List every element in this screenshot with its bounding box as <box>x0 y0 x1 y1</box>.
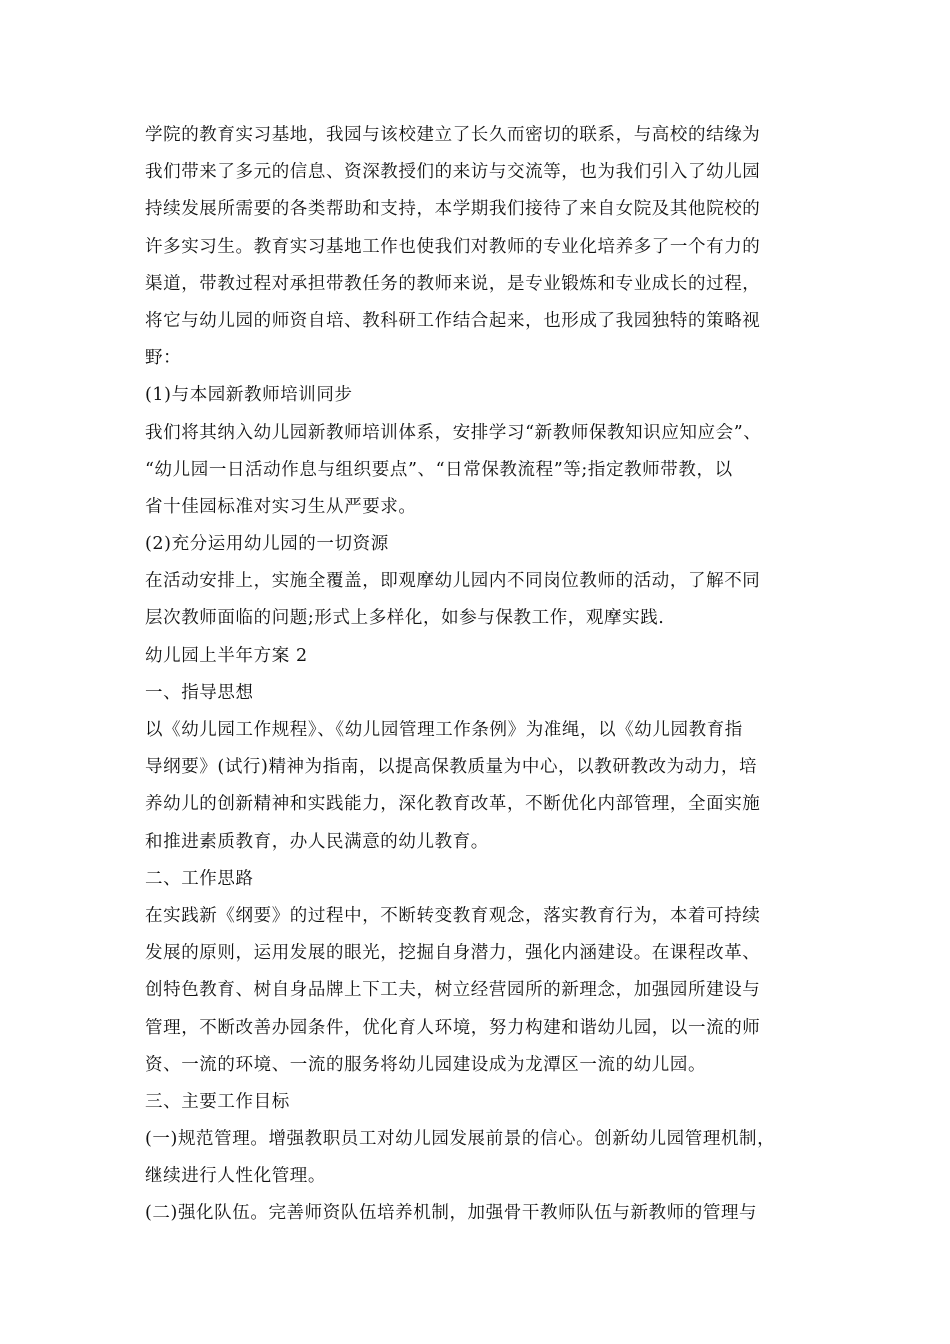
text-line: 导纲要》(试行)精神为指南，以提高保教质量为中心，以教研教改为动力，培 <box>145 757 758 778</box>
section-heading: (1)与本园新教师培训同步 <box>145 385 353 406</box>
text-line: 以《幼儿园工作规程》、《幼儿园管理工作条例》为准绳，以《幼儿园教育指 <box>145 720 743 740</box>
text-line: 继续进行人性化管理。 <box>145 1166 326 1187</box>
text-line: 养幼儿的创新精神和实践能力，深化教育改革，不断优化内部管理，全面实施 <box>145 794 761 815</box>
text-line: 将它与幼儿园的师资自培、教科研工作结合起来，也形成了我园独特的策略视 <box>145 310 761 331</box>
text-line: 管理，不断改善办园条件，优化育人环境，努力构建和谐幼儿园，以一流的师 <box>145 1017 761 1038</box>
section-heading: 二、工作思路 <box>145 868 254 889</box>
text-line: 发展的原则，运用发展的眼光，挖掘自身潜力，强化内涵建设。在课程改革、 <box>145 943 761 964</box>
text-line: 在实践新《纲要》的过程中，不断转变教育观念，落实教育行为，本着可持续 <box>145 905 761 926</box>
text-line: 学院的教育实习基地，我园与该校建立了长久而密切的联系，与高校的结缘为 <box>145 125 761 145</box>
section-heading: 一、指导思想 <box>145 682 254 703</box>
text-line: 许多实习生。教育实习基地工作也使我们对教师的专业化培养多了一个有力的 <box>145 236 761 257</box>
text-line: 持续发展所需要的各类帮助和支持，本学期我们接待了来自女院及其他院校的 <box>145 199 761 220</box>
text-line: (一)规范管理。增强教职员工对幼儿园发展前景的信心。创新幼儿园管理机制， <box>145 1129 776 1150</box>
text-line: (二)强化队伍。完善师资队伍培养机制，加强骨干教师队伍与新教师的管理与 <box>145 1203 758 1224</box>
text-line: 和推进素质教育，办人民满意的幼儿教育。 <box>145 831 489 852</box>
document-title: 幼儿园上半年方案 2 <box>145 645 308 666</box>
text-line: 省十佳园标准对实习生从严要求。 <box>145 496 417 517</box>
text-line: 我们带来了多元的信息、资深教授们的来访与交流等，也为我们引入了幼儿园 <box>145 162 761 183</box>
text-line: 在活动安排上，实施全覆盖，即观摩幼儿园内不同岗位教师的活动，了解不同 <box>145 571 761 592</box>
text-line: 资、一流的环境、一流的服务将幼儿园建设成为龙潭区一流的幼儿园。 <box>145 1054 707 1075</box>
text-line: 野： <box>145 348 182 369</box>
section-heading: (2)充分运用幼儿园的一切资源 <box>145 534 389 555</box>
text-line: “幼儿园一日活动作息与组织要点”、“日常保教流程”等;指定教师带教，以 <box>145 459 733 480</box>
text-line: 创特色教育、树自身品牌上下工夫，树立经营园所的新理念，加强园所建设与 <box>145 980 761 1001</box>
document-body <box>145 117 825 1233</box>
text-line: 我们将其纳入幼儿园新教师培训体系，安排学习“新教师保教知识应知应会”、 <box>145 422 762 443</box>
text-line: 渠道，带教过程对承担带教任务的教师来说，是专业锻炼和专业成长的过程， <box>145 273 761 294</box>
text-line: 层次教师面临的问题;形式上多样化，如参与保教工作，观摩实践. <box>145 608 665 629</box>
section-heading: 三、主要工作目标 <box>145 1091 290 1112</box>
